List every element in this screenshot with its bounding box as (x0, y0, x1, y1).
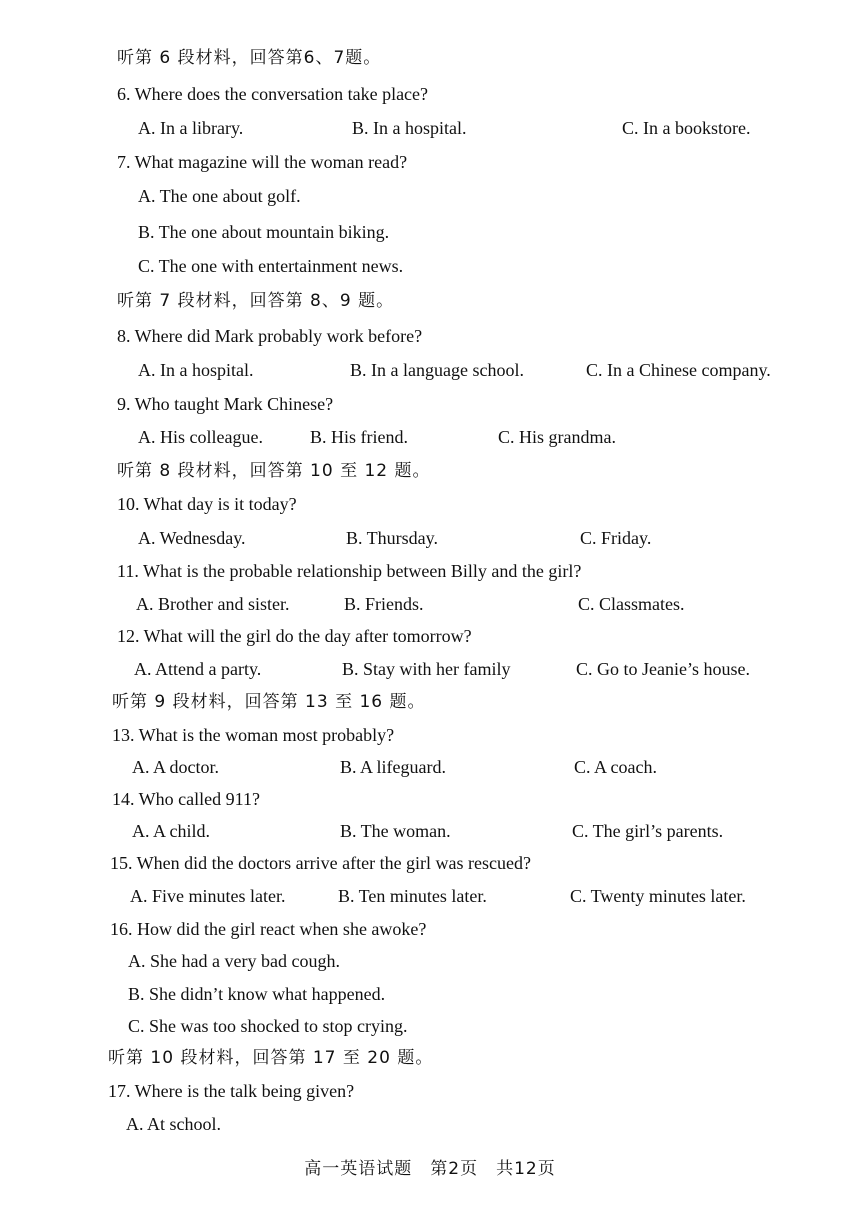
options-8 (0, 356, 860, 384)
question-stem: 13. What is the woman most probably? (112, 725, 395, 745)
option-b: B. Thursday. (346, 528, 438, 548)
question-stem: 11. What is the probable relationship between Billy and the girl? (117, 561, 582, 581)
option-b: B. The woman. (340, 821, 451, 841)
section-header-10 (0, 1044, 860, 1072)
option-a: A. In a library. (138, 118, 244, 138)
question-stem: 14. Who called 911? (112, 789, 260, 809)
option-7b (0, 218, 860, 246)
option-c: C. Go to Jeanie’s house. (576, 659, 750, 679)
option-c: C. Friday. (580, 528, 652, 548)
option-a: A. Attend a party. (134, 659, 262, 679)
question-stem: 16. How did the girl react when she awoke? (110, 919, 427, 939)
option-b: B. She didn’t know what happened. (128, 984, 386, 1004)
question-stem: 17. Where is the talk being given? (108, 1081, 355, 1101)
option-b: B. Friends. (344, 594, 424, 614)
question-9 (0, 390, 860, 418)
question-7 (0, 148, 860, 176)
option-b: B. In a hospital. (352, 118, 467, 138)
option-16c (0, 1012, 860, 1040)
options-11 (0, 590, 860, 618)
option-c: C. Twenty minutes later. (570, 886, 746, 906)
option-16b (0, 980, 860, 1008)
section-text: 听第 8 段材料，回答第 10 至 12 题。 (117, 461, 431, 481)
section-header-6 (0, 44, 860, 72)
option-a: A. His colleague. (138, 427, 263, 447)
option-a: A. She had a very bad cough. (128, 951, 340, 971)
question-stem: 15. When did the doctors arrive after the girl was rescued? (110, 853, 532, 873)
option-a: A. A child. (132, 821, 211, 841)
question-stem: 10. What day is it today? (117, 494, 297, 514)
option-a: A. Brother and sister. (136, 594, 290, 614)
question-10 (0, 490, 860, 518)
option-a: A. Wednesday. (138, 528, 246, 548)
question-12 (0, 622, 860, 650)
section-text: 听第 6 段材料，回答第6、7题。 (117, 48, 382, 68)
option-a: A. At school. (126, 1114, 222, 1134)
section-header-7 (0, 287, 860, 315)
options-15 (0, 882, 860, 910)
options-13 (0, 753, 860, 781)
question-stem: 9. Who taught Mark Chinese? (117, 394, 334, 414)
page-footer: 高一英语试题 第2页 共12页 (304, 1159, 556, 1179)
option-b: B. Ten minutes later. (338, 886, 487, 906)
question-11 (0, 557, 860, 585)
question-8 (0, 322, 860, 350)
options-12 (0, 655, 860, 683)
option-c: C. She was too shocked to stop crying. (128, 1016, 408, 1036)
option-c: C. The one with entertainment news. (138, 256, 404, 276)
question-stem: 7. What magazine will the woman read? (117, 152, 408, 172)
option-c: C. His grandma. (498, 427, 616, 447)
option-b: B. Stay with her family (342, 659, 511, 679)
question-stem: 12. What will the girl do the day after tomorrow? (117, 626, 472, 646)
question-6 (0, 80, 860, 108)
option-c: C. A coach. (574, 757, 657, 777)
option-17a (0, 1110, 860, 1138)
option-16a (0, 947, 860, 975)
option-b: B. His friend. (310, 427, 408, 447)
question-13 (0, 721, 860, 749)
option-a: A. A doctor. (132, 757, 220, 777)
options-6 (0, 114, 860, 142)
question-15 (0, 849, 860, 877)
option-7c (0, 252, 860, 280)
question-14 (0, 785, 860, 813)
options-14 (0, 817, 860, 845)
options-10 (0, 524, 860, 552)
option-7a (0, 182, 860, 210)
section-header-9 (0, 688, 860, 716)
option-a: A. Five minutes later. (130, 886, 286, 906)
option-a: A. The one about golf. (138, 186, 301, 206)
question-stem: 6. Where does the conversation take place? (117, 84, 429, 104)
section-text: 听第 7 段材料，回答第 8、9 题。 (117, 291, 395, 311)
option-a: A. In a hospital. (138, 360, 254, 380)
options-9 (0, 423, 860, 451)
question-stem: 8. Where did Mark probably work before? (117, 326, 423, 346)
section-header-8 (0, 457, 860, 485)
option-b: B. A lifeguard. (340, 757, 446, 777)
option-b: B. The one about mountain biking. (138, 222, 390, 242)
question-16 (0, 915, 860, 943)
option-b: B. In a language school. (350, 360, 524, 380)
option-c: C. In a bookstore. (622, 118, 751, 138)
option-c: C. The girl’s parents. (572, 821, 724, 841)
option-c: C. Classmates. (578, 594, 685, 614)
section-text: 听第 9 段材料，回答第 13 至 16 题。 (112, 692, 426, 712)
option-c: C. In a Chinese company. (586, 360, 771, 380)
section-text: 听第 10 段材料，回答第 17 至 20 题。 (108, 1048, 434, 1068)
question-17 (0, 1077, 860, 1105)
